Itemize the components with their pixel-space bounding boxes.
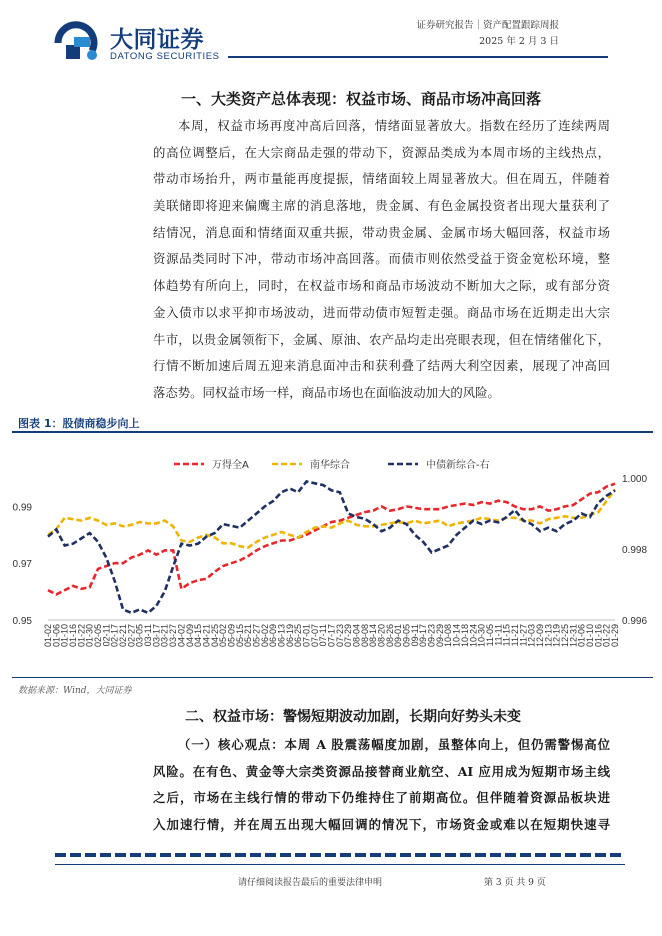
- x-axis-tick-label: 01-06: [576, 624, 587, 648]
- x-axis-tick-label: 04-21: [201, 624, 212, 648]
- x-axis-tick-label: 08-04: [351, 624, 362, 648]
- x-axis-tick-label: 09-29: [434, 624, 445, 648]
- x-axis-tick-label: 05-27: [251, 624, 262, 648]
- body-line: 的高位调整后，在大宗商品走强的带动下，资源品类成为本周市场的主线热点，: [153, 144, 610, 160]
- x-axis-tick-label: 01-16: [593, 624, 604, 648]
- report-type: 证券研究报告｜资产配置跟踪周报: [416, 20, 559, 31]
- x-axis-tick-label: 12-25: [559, 624, 570, 648]
- x-axis-tick-label: 10-30: [476, 624, 487, 648]
- footer-dashed-rule: [55, 853, 625, 857]
- body-line: （一）核心观点：本周 A 股震荡幅度加剧，虽整体向上，但仍需警惕高位: [178, 737, 610, 752]
- x-axis-tick-label: 01-30: [84, 624, 95, 648]
- x-axis-tick-label: 05-09: [226, 624, 237, 648]
- body-line: 牛市，以贵金属领衔下，金属、原油、农产品均走出亮眼表现，但在情绪催化下，: [153, 331, 610, 347]
- x-axis-tick-label: 02-17: [109, 624, 120, 648]
- x-axis-tick-label: 06-13: [276, 624, 287, 648]
- x-axis-tick-label: 11-27: [518, 624, 529, 647]
- figure-title: 图表 1：股债商稳步向上: [18, 417, 140, 430]
- x-axis-tick-label: 10-08: [443, 624, 454, 648]
- section-1-body: [153, 113, 610, 407]
- x-axis-tick-label: 12-13: [543, 624, 554, 648]
- x-axis-tick-label: 04-25: [209, 624, 220, 648]
- header-rule: [228, 56, 608, 58]
- section-2-body: [153, 732, 610, 839]
- x-axis-tick-label: 10-18: [459, 624, 470, 648]
- x-axis-tick-label: 01-29: [610, 624, 620, 648]
- x-axis-tick-label: 07-07: [309, 624, 320, 648]
- x-axis-tick-label: 06-02: [259, 624, 270, 648]
- right-axis-tick-label: 1.000: [622, 474, 648, 485]
- source-rule: [12, 677, 653, 678]
- x-axis-tick-label: 11-21: [509, 624, 520, 647]
- x-axis-tick-label: 07-23: [334, 624, 345, 648]
- x-axis-tick-label: 12-19: [551, 624, 562, 648]
- datong-logo-icon: [52, 17, 104, 65]
- x-axis-tick-label: 03-05: [134, 624, 145, 648]
- logo-text-en: DATONG SECURITIES: [110, 51, 220, 62]
- body-line: 结情况，消息面和情绪面双重共振，带动贵金属、金属市场大幅回落，权益市场: [153, 224, 610, 240]
- body-line: 带动市场抬升，两市量能再度提振，情绪面较上周显著放大。但在周五，伴随着: [153, 171, 610, 187]
- legend-label: 中债新综合-右: [426, 460, 490, 471]
- left-axis-tick-label: 0.97: [12, 559, 32, 571]
- x-axis-tick-label: 09-11: [409, 624, 420, 647]
- right-axis-tick-label: 0.998: [622, 545, 648, 556]
- x-axis-tick-label: 03-17: [151, 624, 162, 648]
- x-axis-tick-label: 06-09: [268, 624, 279, 648]
- series-line: [48, 489, 615, 547]
- x-axis-tick-label: 03-21: [159, 624, 170, 648]
- body-line: 入加速行情，并在周五出现大幅回调的情况下，市场资金或难以在短期快速寻: [153, 817, 610, 833]
- x-axis-tick-label: 01-22: [601, 624, 612, 648]
- x-axis-tick-label: 05-21: [243, 624, 254, 648]
- x-axis-tick-label: 10-14: [451, 624, 462, 648]
- x-axis-tick-label: 04-02: [176, 624, 187, 648]
- body-line: 资源品类同时下冲，带动市场冲高回落。而债市则依然受益于资金宽松环境，整: [153, 251, 610, 267]
- body-line: 之后，市场在主线行情的带动下仍维持住了前期高位。但伴随着资源品板块进: [153, 790, 610, 806]
- x-axis-tick-label: 03-11: [143, 624, 154, 647]
- x-axis-tick-label: 02-27: [126, 624, 137, 648]
- page-number: 第 3 页 共 9 页: [484, 878, 546, 888]
- x-axis-tick-label: 07-17: [326, 624, 337, 648]
- x-axis-tick-label: 01-22: [76, 624, 87, 648]
- x-axis-tick-label: 04-09: [184, 624, 195, 648]
- body-line: 风险。在有色、黄金等大宗类资源品接替商业航空、AI 应用成为短期市场主线: [153, 763, 610, 779]
- section-2-title: 二、权益市场：警惕短期波动加剧，长期向好势头未变: [185, 709, 521, 725]
- x-axis-tick-label: 02-11: [101, 624, 112, 647]
- x-axis-tick-label: 06-19: [284, 624, 295, 648]
- x-axis-tick-label: 12-31: [568, 624, 579, 648]
- x-axis-tick-label: 09-01: [393, 624, 404, 648]
- x-axis-tick-label: 07-29: [343, 624, 354, 648]
- x-axis-tick-label: 01-10: [584, 624, 595, 648]
- report-date: 2025 年 2 月 3 日: [479, 36, 559, 47]
- body-line: 体趋势有所向上，同时，在权益市场和商品市场波动不断加大之际，或有部分资: [153, 278, 610, 294]
- x-axis-tick-label: 09-05: [401, 624, 412, 648]
- x-axis-tick-label: 01-10: [59, 624, 70, 648]
- series-line: [48, 484, 615, 595]
- datong-logo: [52, 17, 222, 65]
- x-axis-tick-label: 08-26: [384, 624, 395, 648]
- series-line: [48, 482, 615, 613]
- x-axis-tick-label: 09-17: [418, 624, 429, 648]
- body-line: 金入债市以求平抑市场波动，进而带动债市短暂走强。商品市场在近期走出大宗: [153, 304, 610, 320]
- body-line: 落态势。同权益市场一样，商品市场也在面临波动加大的风险。: [153, 384, 500, 400]
- body-line: 本周，权益市场再度冲高后回落，情绪面显著放大。指数在经历了连续两周: [178, 118, 610, 133]
- x-axis-tick-label: 11-05: [484, 624, 495, 647]
- legend-label: 南华综合: [310, 460, 350, 471]
- x-axis-tick-label: 08-08: [359, 624, 370, 648]
- x-axis-tick-label: 12-09: [534, 624, 545, 648]
- footer-disclaimer: 请仔细阅读报告最后的重要法律申明: [238, 878, 383, 888]
- x-axis-tick-label: 11-15: [501, 624, 512, 647]
- line-chart: [10, 448, 652, 670]
- x-axis-tick-label: 01-16: [68, 624, 79, 648]
- x-axis-tick-label: 05-15: [234, 624, 245, 648]
- legend-label: 万得全A: [212, 460, 249, 471]
- x-axis-tick-label: 02-21: [118, 624, 129, 648]
- x-axis-tick-label: 11-11: [493, 624, 504, 646]
- footer-rule: [55, 864, 625, 865]
- x-axis-tick-label: 01-02: [43, 624, 53, 648]
- x-axis-tick-label: 08-20: [376, 624, 387, 648]
- x-axis-tick-label: 04-15: [193, 624, 204, 648]
- x-axis-tick-label: 12-03: [526, 624, 537, 648]
- x-axis-tick-label: 02-05: [93, 624, 104, 648]
- logo-text-cn: 大同证券: [110, 27, 204, 53]
- right-axis-tick-label: 0.996: [622, 616, 648, 627]
- x-axis-tick-label: 07-01: [301, 624, 312, 648]
- section-1-title: 一、大类资产总体表现：权益市场、商品市场冲高回落: [181, 90, 542, 108]
- x-axis-tick-label: 08-14: [368, 624, 379, 648]
- x-axis-tick-label: 09-23: [426, 624, 437, 648]
- x-axis-tick-label: 01-06: [51, 624, 62, 648]
- x-axis-tick-label: 07-11: [318, 624, 329, 647]
- left-axis-tick-label: 0.95: [12, 616, 32, 627]
- x-axis-tick-label: 10-24: [468, 624, 479, 648]
- figure-source: 数据来源：Wind，大同证券: [18, 686, 132, 696]
- figure-rule: [12, 431, 653, 433]
- x-axis-tick-label: 06-25: [293, 624, 304, 648]
- x-axis-tick-label: 03-27: [168, 624, 179, 648]
- body-line: 美联储即将迎来偏鹰主席的消息落地，贵金属、有色金属投资者出现大量获利了: [153, 198, 610, 214]
- x-axis-tick-label: 05-02: [218, 624, 229, 648]
- body-line: 行情不断加速后周五迎来消息面冲击和获利叠了结两大利空因素，展现了冲高回: [153, 358, 610, 374]
- left-axis-tick-label: 0.99: [12, 502, 32, 514]
